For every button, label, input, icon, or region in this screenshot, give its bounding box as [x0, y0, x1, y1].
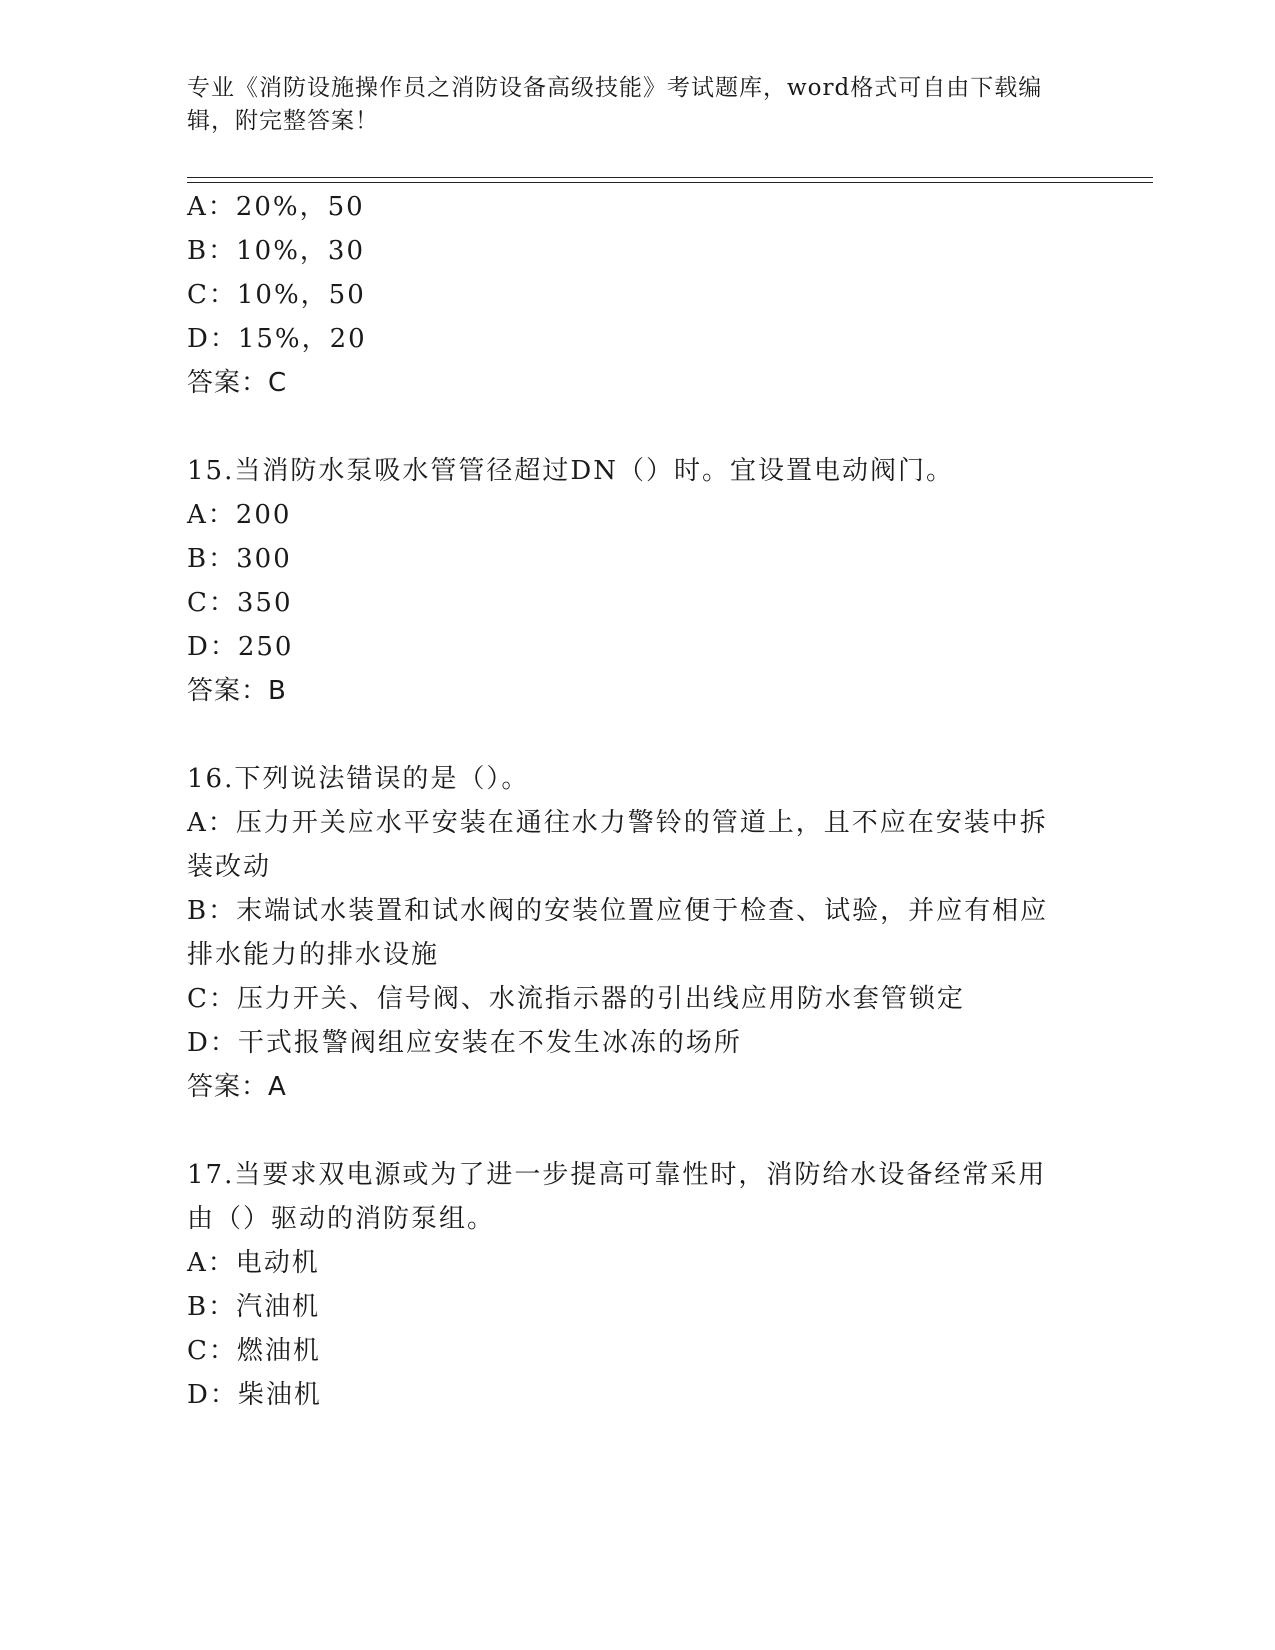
q16-answer: 答案：A: [187, 1072, 287, 1102]
q15-option-c: C：350: [187, 588, 293, 618]
q17-option-d: D：柴油机: [187, 1380, 322, 1410]
q17-question-cont: 由（）驱动的消防泵组。: [187, 1204, 496, 1234]
q16-option-b-cont: 排水能力的排水设施: [187, 940, 440, 970]
q16-option-d: D：干式报警阀组应安装在不发生冰冻的场所: [187, 1028, 742, 1058]
q15-answer: 答案：B: [187, 676, 287, 706]
q17-option-c: C：燃油机: [187, 1336, 321, 1366]
q17-option-b: B：汽油机: [187, 1292, 321, 1322]
q14-answer: 答案：C: [187, 368, 288, 398]
header-divider-bottom: [187, 182, 1153, 183]
q16-option-a: A：压力开关应水平安装在通往水力警铃的管道上，且不应在安装中拆: [187, 808, 1048, 838]
q16-question: 16.下列说法错误的是（）。: [187, 764, 530, 794]
q17-question: 17.当要求双电源或为了进一步提高可靠性时，消防给水设备经常采用: [187, 1160, 1047, 1190]
q15-question: 15.当消防水泵吸水管管径超过DN（）时。宜设置电动阀门。: [187, 456, 954, 486]
header-divider-top: [187, 177, 1153, 178]
q16-option-b: B：末端试水装置和试水阀的安装位置应便于检查、试验，并应有相应: [187, 896, 1049, 926]
q17-option-a: A：电动机: [187, 1248, 320, 1278]
q15-option-a: A：200: [187, 500, 292, 530]
document-header: 专业《消防设施操作员之消防设备高级技能》考试题库，word格式可自由下载编辑，附完整答案！: [187, 75, 1043, 134]
q16-option-a-cont: 装改动: [187, 852, 272, 882]
q14-option-a: A：20%，50: [187, 192, 365, 222]
q15-option-b: B：300: [187, 544, 292, 574]
q14-option-c: C：10%，50: [187, 280, 366, 310]
q14-option-d: D：15%，20: [187, 324, 367, 354]
q15-option-d: D：250: [187, 632, 294, 662]
q14-option-b: B：10%，30: [187, 236, 365, 266]
q16-option-c: C：压力开关、信号阀、水流指示器的引出线应用防水套管锁定: [187, 984, 965, 1014]
